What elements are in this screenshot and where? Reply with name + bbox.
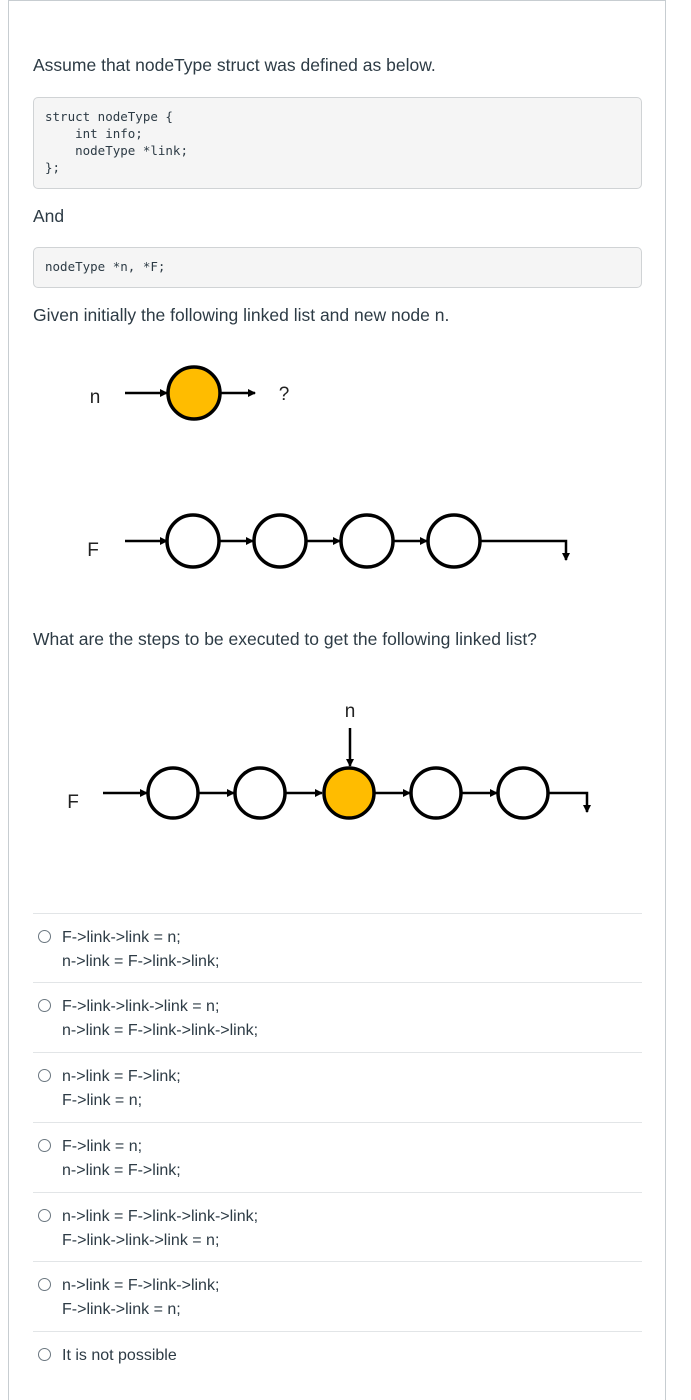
steps-text: What are the steps to be executed to get the following linked list?	[33, 629, 537, 649]
question-intro: Assume that nodeType struct was defined as below.	[33, 55, 436, 75]
list-node-2	[254, 515, 306, 567]
answer-line: F->link = n;	[62, 1092, 143, 1109]
answer-radio[interactable]	[38, 1209, 51, 1222]
answer-line: n->link = F->link->link->link;	[62, 1208, 259, 1225]
answer-line: F->link->link->link = n;	[62, 998, 220, 1015]
struct-code-block: struct nodeType { int info; nodeType *link; };	[33, 97, 642, 189]
answer-option-6[interactable]	[33, 1261, 642, 1331]
answer-radio[interactable]	[38, 1348, 51, 1361]
list-node-4	[411, 768, 461, 818]
initial-linked-list-diagram	[33, 355, 642, 585]
answer-line: n->link = F->link;	[62, 1068, 181, 1085]
answer-line: It is not possible	[62, 1347, 177, 1364]
answer-line: F->link->link = n;	[62, 1301, 181, 1318]
list-node-5	[498, 768, 548, 818]
null-link-arrow	[480, 541, 566, 560]
n-pointer-label: n	[89, 387, 101, 408]
list-node-1	[148, 768, 198, 818]
answer-radio[interactable]	[38, 930, 51, 943]
answer-radio[interactable]	[38, 1069, 51, 1082]
list-node-4	[428, 515, 480, 567]
answer-line: F->link = n;	[62, 1138, 143, 1155]
unknown-link-label: ?	[278, 384, 290, 405]
answer-option-5[interactable]	[33, 1192, 642, 1261]
answer-line: n->link = F->link;	[62, 1162, 181, 1179]
n-pointer-label: n	[344, 701, 356, 722]
answer-option-3[interactable]	[33, 1052, 642, 1122]
answer-option-7[interactable]	[33, 1331, 642, 1381]
result-linked-list-diagram	[33, 695, 642, 835]
answer-list	[33, 913, 642, 1381]
answer-line: F->link->link = n;	[62, 929, 181, 946]
answer-line: n->link = F->link->link->link;	[62, 1022, 259, 1039]
answer-option-2[interactable]	[33, 982, 642, 1052]
answer-radio[interactable]	[38, 999, 51, 1012]
answer-line: n->link = F->link->link;	[62, 953, 220, 970]
answer-option-1[interactable]	[33, 913, 642, 982]
f-pointer-label: F	[67, 792, 79, 813]
declaration-code-block: nodeType *n, *F;	[33, 247, 642, 288]
list-node-2	[235, 768, 285, 818]
answer-radio[interactable]	[38, 1139, 51, 1152]
f-pointer-label: F	[87, 540, 99, 561]
answer-line: n->link = F->link->link;	[62, 1277, 220, 1294]
inserted-node-n	[324, 768, 374, 818]
answer-radio[interactable]	[38, 1278, 51, 1291]
answer-option-4[interactable]	[33, 1122, 642, 1192]
new-node-circle	[168, 367, 220, 419]
list-node-1	[167, 515, 219, 567]
and-label: And	[33, 206, 65, 226]
given-text: Given initially the following linked list and new node n.	[33, 305, 450, 325]
answer-line: F->link->link->link = n;	[62, 1232, 220, 1249]
list-node-3	[341, 515, 393, 567]
null-link-arrow	[548, 793, 587, 812]
